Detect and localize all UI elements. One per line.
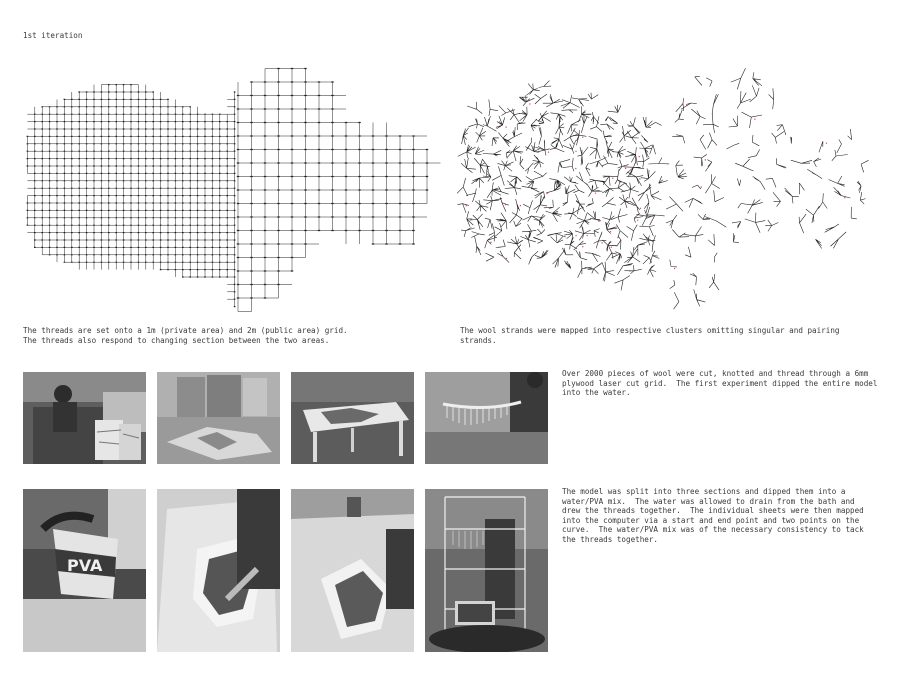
photo-sheet-in-bath-2	[291, 489, 414, 652]
process-note-1: Over 2000 pieces of wool were cut, knotted and thread through a 6mm plywood laser cut grid. The first experiment dipped the entire model into the water.	[562, 369, 878, 398]
process-note-2: The model was split into three sections and dipped them into a water/PVA mix. The water was allowed to drain from the bath and drew the threads together. The individual sheets were then mapped into the computer via a start and end point and two points on the curve. The water/PVA mix was of the necessary consistency to tack the threads together.	[562, 487, 864, 544]
photo-hanging-threads	[425, 372, 548, 464]
grid-plan-drawing	[20, 55, 450, 320]
photo-sheet-in-bath	[157, 489, 280, 652]
grid-caption: The threads are set onto a 1m (private area) and 2m (public area) grid. The threads also respond to changing section between the two areas.	[23, 326, 348, 345]
page-title: 1st iteration	[23, 31, 83, 40]
photo-model-on-table	[291, 372, 414, 464]
photo-plywood-sheets-on-floor	[157, 372, 280, 464]
cluster-caption: The wool strands were mapped into respective clusters omitting singular and pairing strands.	[460, 326, 840, 345]
cluster-plan-drawing	[452, 55, 882, 320]
photo-drying-rack-laptop	[425, 489, 548, 652]
photo-person-seated-with-model	[23, 372, 146, 464]
photo-pva-tub	[23, 489, 146, 652]
pva-label: PVA	[67, 556, 103, 575]
